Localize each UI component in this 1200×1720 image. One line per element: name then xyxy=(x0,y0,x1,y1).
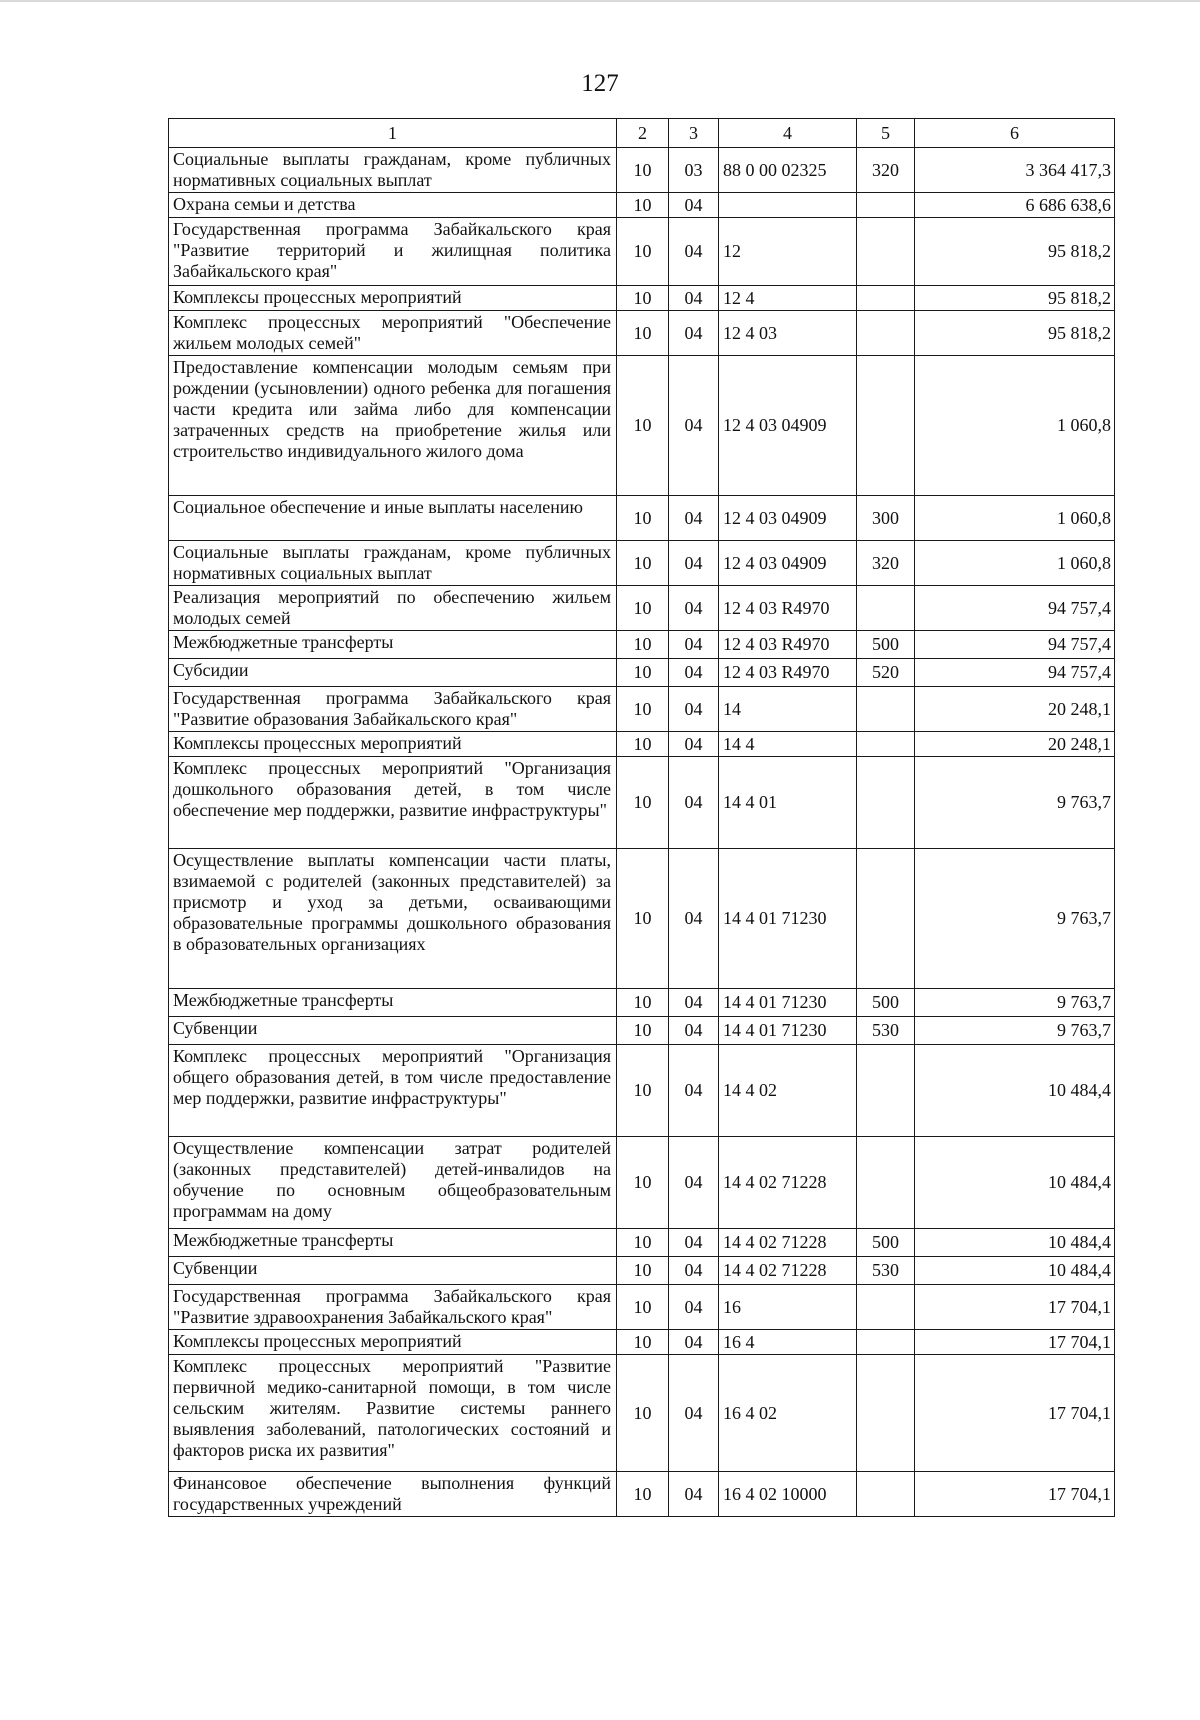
section-code: 10 xyxy=(617,849,669,989)
item-name: Субсидии xyxy=(169,659,617,687)
subsection-code: 04 xyxy=(669,586,719,631)
expense-type-code: 300 xyxy=(857,496,915,541)
subsection-code: 04 xyxy=(669,1472,719,1517)
expense-type-code: 320 xyxy=(857,541,915,586)
target-article-code: 14 4 01 71230 xyxy=(719,849,857,989)
amount: 9 763,7 xyxy=(915,1017,1115,1045)
expense-type-code xyxy=(857,1330,915,1355)
subsection-code: 04 xyxy=(669,687,719,732)
target-article-code: 88 0 00 02325 xyxy=(719,148,857,193)
section-code: 10 xyxy=(617,193,669,218)
section-code: 10 xyxy=(617,989,669,1017)
subsection-code: 04 xyxy=(669,732,719,757)
target-article-code: 14 4 02 xyxy=(719,1045,857,1137)
section-code: 10 xyxy=(617,148,669,193)
table-row xyxy=(169,631,1115,659)
table-row xyxy=(169,496,1115,541)
target-article-code: 16 4 02 10000 xyxy=(719,1472,857,1517)
item-name: Государственная программа Забайкальского края "Развитие образования Забайкальского края" xyxy=(169,687,617,732)
item-name: Государственная программа Забайкальского края "Развитие здравоохранения Забайкальского края" xyxy=(169,1285,617,1330)
table-row xyxy=(169,687,1115,732)
item-name: Социальные выплаты гражданам, кроме публичных нормативных социальных выплат xyxy=(169,148,617,193)
subsection-code: 03 xyxy=(669,148,719,193)
amount: 10 484,4 xyxy=(915,1137,1115,1229)
table-row xyxy=(169,1330,1115,1355)
target-article-code: 12 xyxy=(719,218,857,286)
item-name: Предоставление компенсации молодым семьям при рождении (усыновлении) одного ребенка для погашения части кредита или займа либо для компенсации затраченных средств на приобретение жилья или строительство индивидуального жилого дома xyxy=(169,356,617,496)
amount: 3 364 417,3 xyxy=(915,148,1115,193)
expense-type-code xyxy=(857,757,915,849)
amount: 1 060,8 xyxy=(915,356,1115,496)
budget-table-body xyxy=(169,119,1115,1517)
subsection-code: 04 xyxy=(669,849,719,989)
target-article-code: 12 4 03 xyxy=(719,311,857,356)
section-code: 10 xyxy=(617,1472,669,1517)
target-article-code: 16 4 02 xyxy=(719,1355,857,1472)
item-name: Финансовое обеспечение выполнения функций государственных учреждений xyxy=(169,1472,617,1517)
item-name: Осуществление компенсации затрат родителей (законных представителей) детей-инвалидов на обучение по основным общеобразовательным программам на дому xyxy=(169,1137,617,1229)
section-code: 10 xyxy=(617,1285,669,1330)
target-article-code: 12 4 03 R4970 xyxy=(719,631,857,659)
table-row xyxy=(169,1137,1115,1229)
table-row xyxy=(169,311,1115,356)
item-name: Комплекс процессных мероприятий "Обеспечение жильем молодых семей" xyxy=(169,311,617,356)
item-name: Межбюджетные трансферты xyxy=(169,631,617,659)
expense-type-code xyxy=(857,732,915,757)
table-row xyxy=(169,989,1115,1017)
column-number-header-row xyxy=(169,119,1115,148)
expense-type-code xyxy=(857,193,915,218)
item-name: Охрана семьи и детства xyxy=(169,193,617,218)
item-name: Межбюджетные трансферты xyxy=(169,1229,617,1257)
item-name: Межбюджетные трансферты xyxy=(169,989,617,1017)
amount: 94 757,4 xyxy=(915,631,1115,659)
target-article-code: 12 4 03 04909 xyxy=(719,541,857,586)
table-row xyxy=(169,1229,1115,1257)
subsection-code: 04 xyxy=(669,496,719,541)
expense-type-code xyxy=(857,1285,915,1330)
column-header: 1 xyxy=(169,119,617,148)
amount: 9 763,7 xyxy=(915,849,1115,989)
amount: 10 484,4 xyxy=(915,1229,1115,1257)
section-code: 10 xyxy=(617,659,669,687)
scan-edge xyxy=(0,0,1200,2)
expense-type-code xyxy=(857,849,915,989)
target-article-code: 14 4 xyxy=(719,732,857,757)
table-row xyxy=(169,586,1115,631)
subsection-code: 04 xyxy=(669,286,719,311)
subsection-code: 04 xyxy=(669,541,719,586)
section-code: 10 xyxy=(617,1137,669,1229)
section-code: 10 xyxy=(617,218,669,286)
column-header: 4 xyxy=(719,119,857,148)
target-article-code: 14 4 01 71230 xyxy=(719,989,857,1017)
page-number: 127 xyxy=(581,70,619,97)
item-name: Субвенции xyxy=(169,1017,617,1045)
section-code: 10 xyxy=(617,1330,669,1355)
table-row xyxy=(169,757,1115,849)
expense-type-code xyxy=(857,1355,915,1472)
table-row xyxy=(169,148,1115,193)
subsection-code: 04 xyxy=(669,1330,719,1355)
section-code: 10 xyxy=(617,732,669,757)
table-row xyxy=(169,659,1115,687)
target-article-code: 12 4 03 04909 xyxy=(719,496,857,541)
amount: 95 818,2 xyxy=(915,286,1115,311)
item-name: Комплекс процессных мероприятий "Развитие первичной медико-санитарной помощи, в том числе сельским жителям. Развитие системы раннего выявления заболеваний, патологических состояний и факторов риска их развития" xyxy=(169,1355,617,1472)
column-header: 2 xyxy=(617,119,669,148)
item-name: Комплекс процессных мероприятий "Организация общего образования детей, в том числе предоставление мер поддержки, развитие инфраструктуры" xyxy=(169,1045,617,1137)
amount: 10 484,4 xyxy=(915,1257,1115,1285)
table-row xyxy=(169,732,1115,757)
section-code: 10 xyxy=(617,356,669,496)
section-code: 10 xyxy=(617,311,669,356)
item-name: Комплекс процессных мероприятий "Организация дошкольного образования детей, в том числе обеспечение мер поддержки, развитие инфраструктуры" xyxy=(169,757,617,849)
target-article-code xyxy=(719,193,857,218)
subsection-code: 04 xyxy=(669,1257,719,1285)
subsection-code: 04 xyxy=(669,1137,719,1229)
table-row xyxy=(169,1472,1115,1517)
amount: 95 818,2 xyxy=(915,311,1115,356)
section-code: 10 xyxy=(617,496,669,541)
budget-table xyxy=(168,118,1115,1517)
expense-type-code xyxy=(857,1045,915,1137)
subsection-code: 04 xyxy=(669,989,719,1017)
item-name: Комплексы процессных мероприятий xyxy=(169,1330,617,1355)
target-article-code: 14 4 02 71228 xyxy=(719,1257,857,1285)
target-article-code: 12 4 03 R4970 xyxy=(719,659,857,687)
expense-type-code xyxy=(857,311,915,356)
expense-type-code xyxy=(857,286,915,311)
amount: 20 248,1 xyxy=(915,687,1115,732)
subsection-code: 04 xyxy=(669,1229,719,1257)
table-row xyxy=(169,1285,1115,1330)
subsection-code: 04 xyxy=(669,757,719,849)
section-code: 10 xyxy=(617,631,669,659)
item-name: Государственная программа Забайкальского края "Развитие территорий и жилищная политика Забайкальского края" xyxy=(169,218,617,286)
amount: 9 763,7 xyxy=(915,989,1115,1017)
amount: 1 060,8 xyxy=(915,496,1115,541)
section-code: 10 xyxy=(617,541,669,586)
table-row xyxy=(169,193,1115,218)
amount: 17 704,1 xyxy=(915,1472,1115,1517)
target-article-code: 12 4 03 04909 xyxy=(719,356,857,496)
section-code: 10 xyxy=(617,757,669,849)
table-row xyxy=(169,218,1115,286)
subsection-code: 04 xyxy=(669,356,719,496)
amount: 6 686 638,6 xyxy=(915,193,1115,218)
expense-type-code xyxy=(857,1137,915,1229)
amount: 17 704,1 xyxy=(915,1285,1115,1330)
target-article-code: 14 4 01 71230 xyxy=(719,1017,857,1045)
item-name: Субвенции xyxy=(169,1257,617,1285)
item-name: Социальные выплаты гражданам, кроме публичных нормативных социальных выплат xyxy=(169,541,617,586)
subsection-code: 04 xyxy=(669,311,719,356)
subsection-code: 04 xyxy=(669,1285,719,1330)
subsection-code: 04 xyxy=(669,1355,719,1472)
amount: 1 060,8 xyxy=(915,541,1115,586)
amount: 9 763,7 xyxy=(915,757,1115,849)
section-code: 10 xyxy=(617,586,669,631)
amount: 10 484,4 xyxy=(915,1045,1115,1137)
amount: 95 818,2 xyxy=(915,218,1115,286)
amount: 94 757,4 xyxy=(915,659,1115,687)
amount: 17 704,1 xyxy=(915,1355,1115,1472)
expense-type-code xyxy=(857,218,915,286)
section-code: 10 xyxy=(617,1355,669,1472)
item-name: Реализация мероприятий по обеспечению жильем молодых семей xyxy=(169,586,617,631)
table-row xyxy=(169,541,1115,586)
expense-type-code xyxy=(857,687,915,732)
expense-type-code: 530 xyxy=(857,1017,915,1045)
subsection-code: 04 xyxy=(669,1017,719,1045)
subsection-code: 04 xyxy=(669,659,719,687)
item-name: Социальное обеспечение и иные выплаты населению xyxy=(169,496,617,541)
expense-type-code xyxy=(857,586,915,631)
expense-type-code: 500 xyxy=(857,989,915,1017)
table-row xyxy=(169,356,1115,496)
target-article-code: 16 xyxy=(719,1285,857,1330)
expense-type-code xyxy=(857,1472,915,1517)
column-header: 5 xyxy=(857,119,915,148)
amount: 94 757,4 xyxy=(915,586,1115,631)
table-row xyxy=(169,1355,1115,1472)
section-code: 10 xyxy=(617,286,669,311)
table-row xyxy=(169,286,1115,311)
target-article-code: 16 4 xyxy=(719,1330,857,1355)
table-row xyxy=(169,1257,1115,1285)
target-article-code: 14 4 02 71228 xyxy=(719,1229,857,1257)
item-name: Комплексы процессных мероприятий xyxy=(169,732,617,757)
target-article-code: 14 4 01 xyxy=(719,757,857,849)
expense-type-code: 530 xyxy=(857,1257,915,1285)
item-name: Комплексы процессных мероприятий xyxy=(169,286,617,311)
amount: 17 704,1 xyxy=(915,1330,1115,1355)
amount: 20 248,1 xyxy=(915,732,1115,757)
expense-type-code xyxy=(857,356,915,496)
column-header: 6 xyxy=(915,119,1115,148)
table-row xyxy=(169,1045,1115,1137)
target-article-code: 12 4 xyxy=(719,286,857,311)
expense-type-code: 320 xyxy=(857,148,915,193)
expense-type-code: 520 xyxy=(857,659,915,687)
section-code: 10 xyxy=(617,687,669,732)
table-row xyxy=(169,1017,1115,1045)
section-code: 10 xyxy=(617,1257,669,1285)
table-row xyxy=(169,849,1115,989)
column-header: 3 xyxy=(669,119,719,148)
target-article-code: 14 xyxy=(719,687,857,732)
target-article-code: 12 4 03 R4970 xyxy=(719,586,857,631)
subsection-code: 04 xyxy=(669,218,719,286)
section-code: 10 xyxy=(617,1045,669,1137)
subsection-code: 04 xyxy=(669,631,719,659)
expense-type-code: 500 xyxy=(857,631,915,659)
expense-type-code: 500 xyxy=(857,1229,915,1257)
section-code: 10 xyxy=(617,1229,669,1257)
target-article-code: 14 4 02 71228 xyxy=(719,1137,857,1229)
subsection-code: 04 xyxy=(669,1045,719,1137)
subsection-code: 04 xyxy=(669,193,719,218)
section-code: 10 xyxy=(617,1017,669,1045)
item-name: Осуществление выплаты компенсации части платы, взимаемой с родителей (законных представителей) за присмотр и уход за детьми, осваивающими образовательные программы дошкольного образования в образовательных организациях xyxy=(169,849,617,989)
